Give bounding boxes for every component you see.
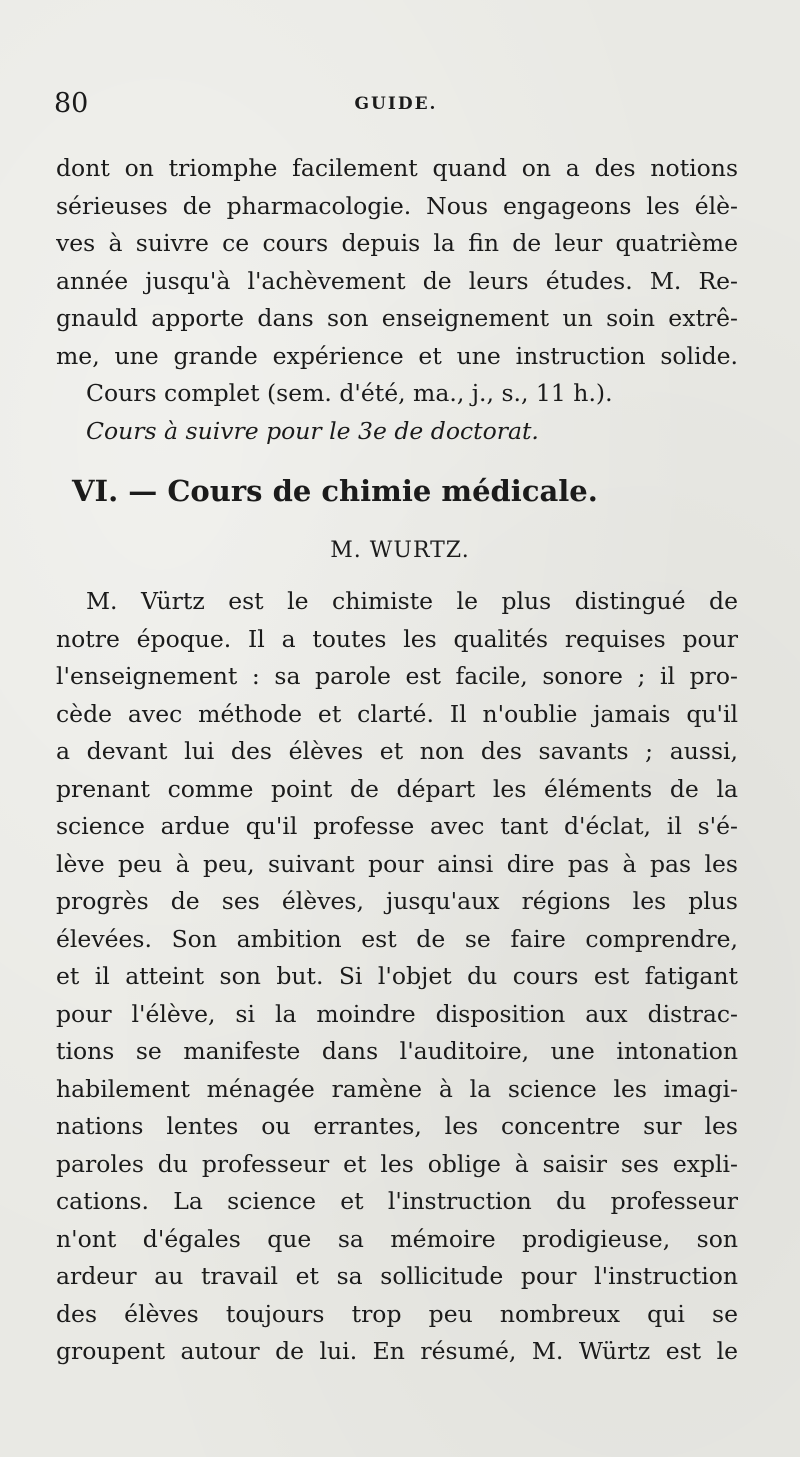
text-line: progrès de ses élèves, jusqu'aux régions les plus (56, 887, 738, 915)
text-line: notre époque. Il a toutes les qualités requises pour (56, 624, 738, 653)
text-line: et il atteint son but. Si l'objet du cours est fatigant (56, 962, 738, 990)
text-line: n'ont d'égales que sa mémoire prodigieuse, son (56, 1224, 738, 1253)
text-line: habilement ménagée ramène à la science les imagi- (56, 1074, 738, 1103)
body-paragraph (56, 583, 738, 1371)
text-line: me, une grande expérience et une instruction solide. (56, 341, 738, 370)
text-line: a devant lui des élèves et non des savants ; aussi, (56, 737, 738, 765)
text-line: groupent autour de lui. En résumé, M. Würtz est le (56, 1337, 738, 1365)
professor-name: M. WURTZ. (330, 538, 470, 563)
intro-paragraph (56, 150, 738, 450)
text-line: tions se manifeste dans l'auditoire, une intonation (56, 1037, 738, 1065)
section-title: VI. — Cours de chimie médicale. (72, 474, 598, 508)
text-line: élevées. Son ambition est de se faire comprendre, (56, 924, 738, 953)
text-line: l'enseignement : sa parole est facile, sonore ; il pro- (56, 662, 738, 690)
text-line: lève peu à peu, suivant pour ainsi dire pas à pas les (56, 849, 738, 878)
text-line: cations. La science et l'instruction du professeur (56, 1187, 738, 1215)
page-number: 80 (54, 88, 89, 119)
text-line: dont on triomphe facilement quand on a des notions (56, 154, 738, 182)
text-line: pour l'élève, si la moindre disposition aux distrac- (56, 999, 738, 1028)
page-header (54, 88, 738, 128)
text-line: ves à suivre ce cours depuis la fin de leur quatrième (56, 229, 738, 257)
text-line: gnauld apporte dans son enseignement un soin extrê- (56, 304, 738, 332)
text-line: paroles du professeur et les oblige à saisir ses expli- (56, 1149, 738, 1178)
course-info: Cours complet (sem. d'été, ma., j., s., 11 h.). (86, 379, 613, 407)
text-line: science ardue qu'il professe avec tant d'éclat, il s'é- (56, 812, 738, 840)
text-line: prenant comme point de départ les éléments de la (56, 774, 738, 803)
text-line: année jusqu'à l'achèvement de leurs études. M. Re- (56, 266, 738, 295)
text-line: nations lentes ou errantes, les concentre sur les (56, 1112, 738, 1140)
text-line: sérieuses de pharmacologie. Nous engageons les élè- (56, 191, 738, 220)
course-note: Cours à suivre pour le 3e de doctorat. (86, 416, 539, 445)
text-line: des élèves toujours trop peu nombreux qui se (56, 1299, 738, 1328)
text-line: cède avec méthode et clarté. Il n'oublie jamais qu'il (56, 699, 738, 728)
running-head: GUIDE. (354, 94, 438, 114)
text-line: M. Vürtz est le chimiste le plus distingué de (86, 587, 738, 615)
text-line: ardeur au travail et sa sollicitude pour l'instruction (56, 1262, 738, 1290)
